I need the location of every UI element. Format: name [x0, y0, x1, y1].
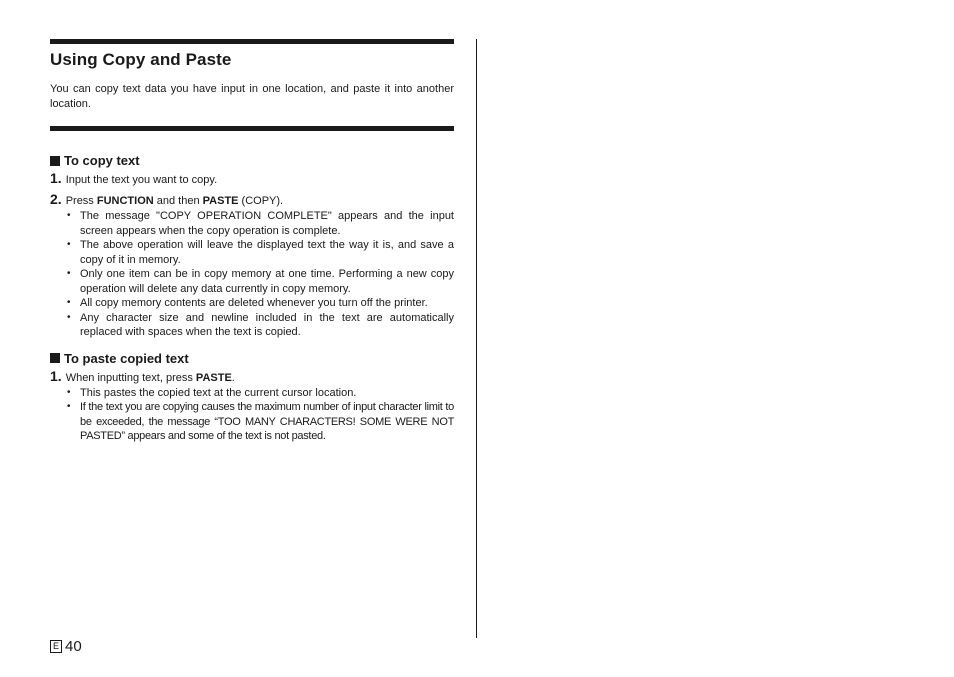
page-number: 40	[65, 638, 82, 655]
paste-heading-text: To paste copied text	[64, 350, 189, 366]
key-paste: PASTE	[195, 371, 232, 384]
list-item: • Only one item can be in copy memory at one time. Performing a new copy operation will delete any data currently in copy memory.	[67, 267, 454, 296]
step-text-part: .	[231, 371, 235, 384]
language-badge: E	[50, 640, 62, 653]
key-function: FUNCTION	[96, 195, 154, 207]
intro-paragraph: You can copy text data you have input in one location, and paste it into another location.	[50, 83, 454, 110]
square-bullet-icon	[50, 353, 60, 363]
copy-heading-text: To copy text	[64, 153, 140, 168]
column-divider	[476, 39, 477, 638]
copy-step-2	[50, 192, 454, 208]
step-text-part: Press	[65, 195, 97, 207]
step-text-part: and then	[153, 195, 203, 207]
paste-notes-list	[50, 386, 454, 444]
copy-heading	[50, 153, 454, 168]
copy-step-1	[50, 171, 454, 187]
square-bullet-icon	[50, 156, 60, 166]
step-text	[66, 371, 235, 385]
paste-step-1	[50, 369, 454, 385]
step-text	[66, 194, 283, 208]
list-item: • The message "COPY OPERATION COMPLETE" appears and the input screen appears when the copy operation is complete.	[67, 209, 454, 238]
list-item: • The above operation will leave the displayed text the way it is, and save a copy of it in memory.	[67, 238, 454, 267]
step-text-part: When inputting text, press	[65, 371, 196, 384]
copy-notes-list	[50, 209, 454, 340]
paste-heading	[50, 351, 454, 366]
list-item: • Any character size and newline included in the text are automatically replaced with spaces when the text is copied.	[67, 311, 454, 340]
top-rule	[50, 39, 454, 44]
section-rule	[50, 126, 454, 131]
step-number: 1.	[50, 367, 62, 384]
list-item: • If the text you are copying causes the maximum number of input character limit to be exceeded, the message “TOO MANY CHARACTERS! SOME WERE NOT PASTED” appears and some of the text is not pasted.	[67, 400, 454, 444]
step-number: 1.	[50, 170, 62, 186]
key-paste: PASTE	[202, 195, 239, 207]
list-item: • This pastes the copied text at the current cursor location.	[67, 386, 454, 401]
page-footer	[50, 638, 82, 655]
left-column	[50, 39, 454, 444]
step-text-part: (COPY).	[238, 195, 284, 207]
section-title: Using Copy and Paste	[50, 50, 232, 69]
step-text: Input the text you want to copy.	[65, 174, 218, 186]
list-item: • All copy memory contents are deleted whenever you turn off the printer.	[67, 296, 454, 311]
step-number: 2.	[50, 191, 62, 207]
